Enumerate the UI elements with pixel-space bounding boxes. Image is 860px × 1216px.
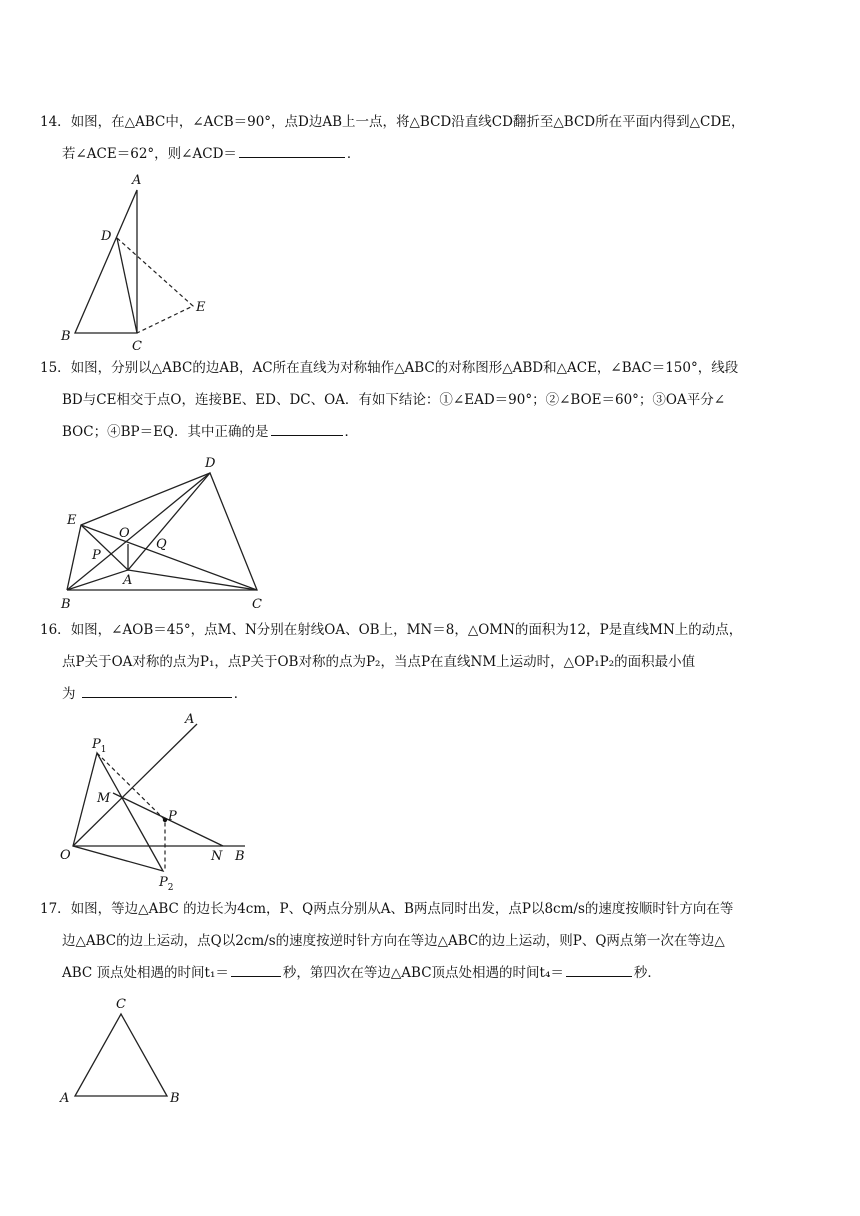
label-q: Q [156, 537, 167, 552]
question-number: 17． [40, 901, 71, 917]
figure-17 [55, 994, 195, 1110]
question-text: 如图，等边△ABC 的边长为4cm，P、Q两点分别从A、B两点同时出发，点P以8cm/s的速度按顺时针方向在等 [70, 901, 734, 917]
label-c: C [252, 597, 262, 612]
question-text: 如图，分别以△ABC的边AB，AC所在直线为对称轴作△ABC的对称图形△ABD和△ACE，∠BAC＝150°，线段 [70, 360, 739, 376]
question-number: 16． [40, 622, 71, 638]
label-p: P [92, 548, 101, 563]
segment-de-ec [117, 238, 193, 333]
question-text: BOC；④BP＝EQ．其中正确的是 [62, 424, 269, 440]
triangle-bcd [67, 473, 257, 590]
question-15-line-1 [40, 352, 822, 384]
question-text: ABC 顶点处相遇的时间t₁＝ [62, 965, 229, 981]
question-text: 边△ABC的边上运动，点Q以2cm/s的速度按逆时针方向在等边△ABC的边上运动，则P、Q两点第一次在等边△ [62, 933, 725, 949]
segment-cd [117, 238, 137, 333]
question-17-line-2 [40, 925, 822, 957]
question-text: ． [344, 424, 358, 440]
figure-16 [55, 710, 265, 895]
figure-14 [55, 170, 225, 352]
question-17-line-3 [40, 957, 822, 989]
question-text: ． [346, 146, 361, 162]
label-p2: $P_2$ [159, 875, 174, 893]
label-b: B [170, 1091, 180, 1106]
answer-blank[interactable] [239, 141, 345, 158]
question-text: ． [233, 686, 248, 702]
label-d: D [101, 229, 112, 244]
question-17 [40, 893, 822, 989]
question-16-line-1 [40, 614, 822, 646]
label-m: M [97, 791, 111, 806]
equilateral-triangle-abc [75, 1014, 167, 1096]
question-number: 14． [40, 114, 71, 130]
question-14-line-2 [40, 138, 822, 170]
question-text: 秒． [633, 965, 661, 981]
question-15-line-3 [40, 416, 822, 448]
question-text: 点P关于OA对称的点为P₁，点P关于OB对称的点为P₂，当点P在直线NM上运动时，△OP₁P₂的面积最小值 [62, 654, 696, 670]
triangle-abc [75, 190, 137, 333]
question-text: 为 [62, 686, 76, 702]
question-14 [40, 106, 822, 170]
answer-blank[interactable] [271, 419, 343, 436]
label-c: C [116, 997, 126, 1012]
answer-blank-t1[interactable] [231, 960, 281, 977]
label-c: C [132, 339, 142, 354]
label-n: N [211, 849, 223, 864]
label-e: E [196, 300, 206, 315]
label-p1: $P_1$ [92, 737, 107, 755]
point-p [163, 818, 167, 822]
label-e: E [67, 513, 77, 528]
question-16-line-2 [40, 646, 822, 678]
question-text: 若∠ACE＝62°，则∠ACD＝ [62, 146, 237, 162]
label-a: A [60, 1091, 70, 1106]
question-15 [40, 352, 822, 448]
question-17-line-1 [40, 893, 822, 925]
question-number: 15． [40, 360, 71, 376]
label-p: P [168, 809, 177, 824]
answer-blank[interactable] [82, 681, 232, 698]
label-d: D [205, 456, 216, 471]
label-a: A [185, 712, 195, 727]
question-text: 如图，在△ABC中，∠ACB＝90°，点D边AB上一点，将△BCD沿直线CD翻折至△BCD所在平面内得到△CDE， [70, 114, 745, 130]
label-o: O [119, 526, 130, 541]
question-16-line-3 [40, 678, 822, 710]
label-a: A [132, 173, 142, 188]
label-b: B [61, 329, 71, 344]
question-text: 秒，第四次在等边△ABC顶点处相遇的时间t₄＝ [282, 965, 564, 981]
question-15-line-2 [40, 384, 822, 416]
label-a: A [123, 573, 133, 588]
question-16 [40, 614, 822, 710]
label-b: B [61, 597, 71, 612]
label-o: O [60, 848, 71, 863]
question-text: 如图，∠AOB＝45°，点M、N分别在射线OA、OB上，MN＝8，△OMN的面积为12，P是直线MN上的动点， [70, 622, 743, 638]
label-b: B [235, 849, 245, 864]
figure-15 [55, 452, 275, 612]
question-14-line-1 [40, 106, 822, 138]
answer-blank-t4[interactable] [566, 960, 632, 977]
question-text: BD与CE相交于点O，连接BE、ED、DC、OA．有如下结论：①∠EAD＝90°；②∠BOE＝60°；③OA平分∠ [62, 392, 726, 408]
